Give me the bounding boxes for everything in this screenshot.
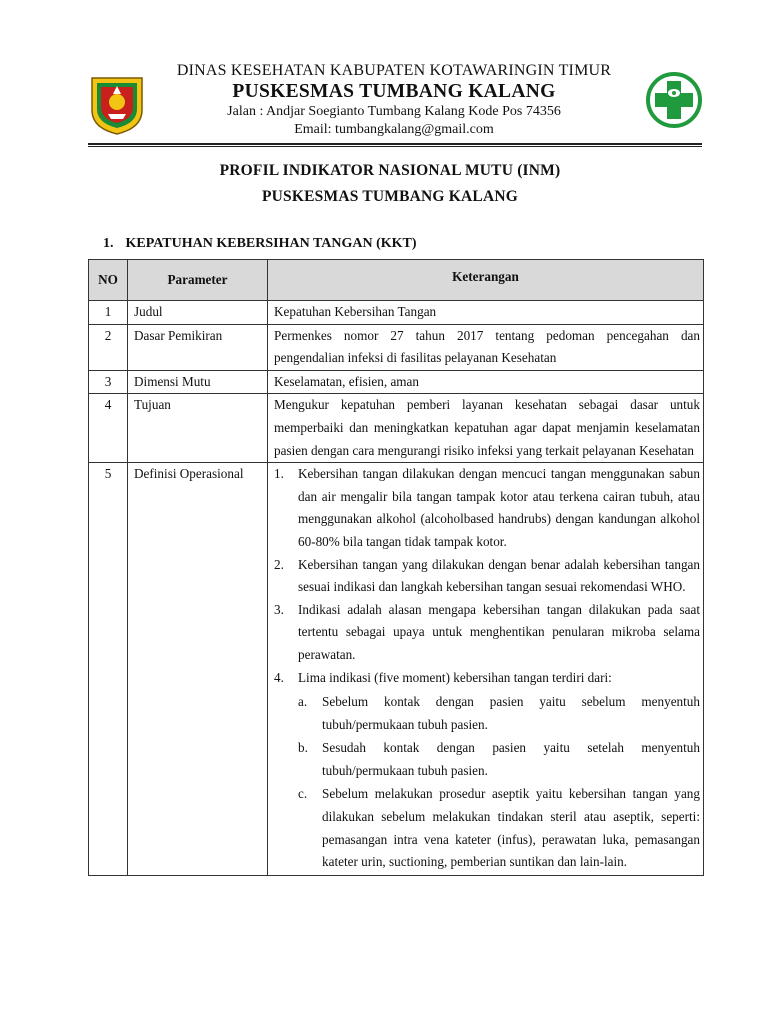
row-no: 5: [89, 463, 128, 876]
header-rule-thick: [88, 143, 702, 145]
agency-name: DINAS KESEHATAN KABUPATEN KOTAWARINGIN TIMUR: [176, 62, 612, 79]
table-row: [89, 394, 704, 463]
list-item: [274, 554, 700, 599]
email: Email: tumbangkalang@gmail.com: [294, 122, 494, 137]
row-keterangan: Permenkes nomor 27 tahun 2017 tentang pedoman pencegahan dan pengendalian infeksi di fasilitas pelayanan Kesehatan: [268, 324, 704, 370]
definition-list: [274, 463, 700, 874]
list-item: [274, 667, 700, 874]
address: Jalan : Andjar Soegianto Tumbang Kalang Kode Pos 74356: [227, 104, 561, 119]
row-parameter: Dimensi Mutu: [128, 370, 268, 394]
table-header-row: [89, 260, 704, 301]
row-no: 3: [89, 370, 128, 394]
row-no: 4: [89, 394, 128, 463]
row-parameter: Tujuan: [128, 394, 268, 463]
row-no: 2: [89, 324, 128, 370]
list-item: [274, 599, 700, 667]
list-item-text: Indikasi adalah alasan mengapa kebersihan tangan dilakukan pada saat tertentu sebagai upaya untuk menghentikan penularan mikroba selama perawatan.: [298, 601, 700, 662]
table-row: [89, 301, 704, 325]
sub-list-item: [298, 691, 700, 736]
list-marker: 1.: [274, 466, 284, 482]
table-row: [89, 324, 704, 370]
list-item-text: Kebersihan tangan yang dilakukan dengan benar adalah kebersihan tangan sesuai indikasi dan langkah kebersihan tangan sesuai rekomendasi WHO.: [298, 556, 700, 595]
sub-list-marker: c.: [298, 786, 308, 802]
table-row: [89, 463, 704, 876]
sub-list-item-text: Sebelum kontak dengan pasien yaitu sebelum menyentuh tubuh/permukaan tubuh pasien.: [322, 694, 700, 732]
sub-list-item: [298, 737, 700, 782]
row-parameter: Definisi Operasional: [128, 463, 268, 876]
puskesmas-logo-icon: [646, 72, 702, 128]
row-no: 1: [89, 301, 128, 325]
document-subtitle: PUSKESMAS TUMBANG KALANG: [262, 188, 518, 205]
section-number: 1.: [103, 236, 114, 251]
row-parameter: Judul: [128, 301, 268, 325]
row-keterangan: Kepatuhan Kebersihan Tangan: [268, 301, 704, 325]
list-item-text: Kebersihan tangan dilakukan dengan mencuci tangan menggunakan sabun dan air mengalir bila tangan tampak kotor atau terkena cairan tubuh, atau menggunakan alkohol (alcoholbased handrubs) dengan kandungan alkohol 60-80% bila tangan tidak tampak kotor.: [298, 466, 700, 549]
sub-list-marker: b.: [298, 740, 308, 756]
document-title: PROFIL INDIKATOR NASIONAL MUTU (INM): [219, 162, 561, 179]
header-keterangan: Keterangan: [268, 260, 704, 301]
table-row: [89, 370, 704, 394]
sub-list-marker: a.: [298, 694, 308, 710]
header-parameter: Parameter: [128, 260, 268, 301]
row-keterangan: Mengukur kepatuhan pemberi layanan kesehatan sebagai dasar untuk memperbaiki dan meningkatkan kepatuhan agar dapat menjamin keselamatan pasien dengan cara mengurangi risiko infeksi yang terkait pelayanan Kesehatan: [268, 394, 704, 463]
list-marker: 4.: [274, 669, 284, 685]
list-marker: 3.: [274, 601, 284, 617]
list-marker: 2.: [274, 556, 284, 572]
sub-list-item-text: Sebelum melakukan prosedur aseptik yaitu kebersihan tangan yang dilakukan sebelum melakukan tindakan steril atau aseptik, seperti: pemasangan intra vena kateter (infus), perawatan luka, pemasangan kateter urin, suctioning, pemberian suntikan dan lain-lain.: [322, 786, 700, 870]
header-no: NO: [89, 260, 128, 301]
header-rule-thin: [88, 146, 702, 147]
section-heading: [103, 236, 417, 252]
list-item: [274, 463, 700, 553]
row-parameter: Dasar Pemikiran: [128, 324, 268, 370]
puskesmas-name: PUSKESMAS TUMBANG KALANG: [232, 81, 556, 102]
indicator-table: [88, 259, 704, 876]
five-moment-list: [298, 691, 700, 874]
row-keterangan: [268, 463, 704, 876]
sub-list-item: [298, 783, 700, 873]
sub-list-item-text: Sesudah kontak dengan pasien yaitu setelah menyentuh tubuh/permukaan tubuh pasien.: [322, 740, 700, 778]
section-label: KEPATUHAN KEBERSIHAN TANGAN (KKT): [125, 236, 417, 251]
row-keterangan: Keselamatan, efisien, aman: [268, 370, 704, 394]
letterhead: [0, 0, 768, 150]
list-item-text: Lima indikasi (five moment) kebersihan tangan terdiri dari:: [298, 669, 612, 685]
